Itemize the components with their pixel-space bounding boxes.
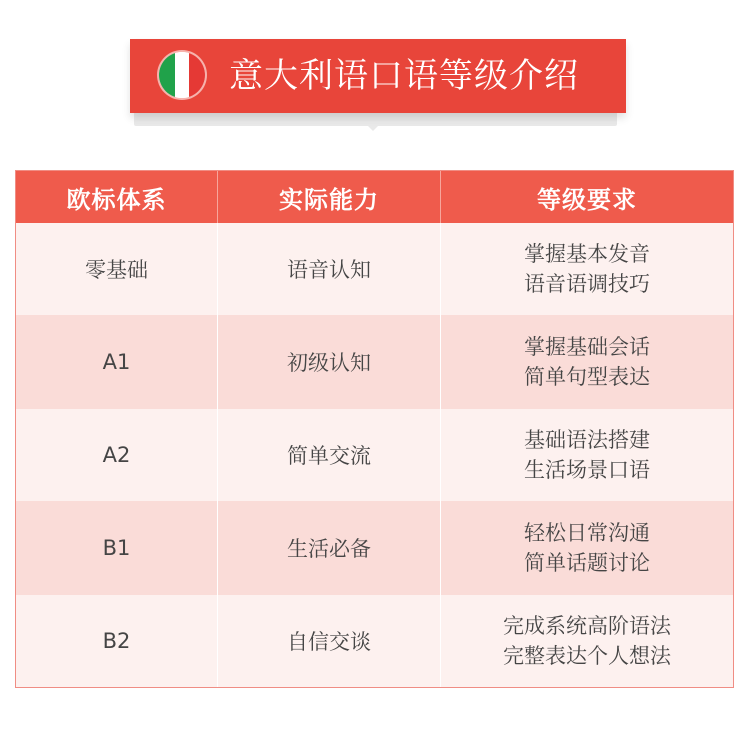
requirement-line: 基础语法搭建 xyxy=(524,428,650,452)
requirements-cell xyxy=(441,223,733,315)
requirement-line: 简单句型表达 xyxy=(524,365,650,389)
requirements-cell xyxy=(441,315,733,409)
table-row xyxy=(16,409,733,501)
header-ability: 实际能力 xyxy=(279,185,379,214)
ability-cell: 简单交流 xyxy=(287,444,371,468)
level-cell: A2 xyxy=(102,443,131,467)
ability-cell: 语音认知 xyxy=(287,258,371,282)
flag-white-stripe xyxy=(175,52,189,98)
requirement-line: 生活场景口语 xyxy=(524,458,650,482)
level-cell: 零基础 xyxy=(85,258,148,282)
level-table xyxy=(15,170,734,688)
flag-green-stripe xyxy=(159,52,175,98)
requirement-line: 简单话题讨论 xyxy=(524,551,650,575)
header-requirements: 等级要求 xyxy=(537,185,637,214)
level-cell: A1 xyxy=(102,350,131,374)
requirements-cell xyxy=(441,595,733,687)
flag-red-stripe xyxy=(189,52,205,98)
banner-pointer xyxy=(365,123,381,131)
requirement-line: 完成系统高阶语法 xyxy=(503,614,671,638)
ability-cell: 初级认知 xyxy=(287,351,371,375)
requirements-cell xyxy=(441,501,733,595)
table-header-row xyxy=(16,171,733,223)
requirement-line: 语音语调技巧 xyxy=(524,272,650,296)
requirement-line: 掌握基础会话 xyxy=(524,335,650,359)
page-title: 意大利语口语等级介绍 xyxy=(229,56,579,96)
header-cefr-level: 欧标体系 xyxy=(66,185,167,214)
ability-cell: 生活必备 xyxy=(287,537,371,561)
requirement-line: 掌握基本发音 xyxy=(524,242,650,266)
ability-cell: 自信交谈 xyxy=(287,630,371,654)
level-cell: B2 xyxy=(102,629,131,653)
table-row xyxy=(16,223,733,315)
table-row xyxy=(16,501,733,595)
requirement-line: 轻松日常沟通 xyxy=(524,521,650,545)
table-row xyxy=(16,595,733,687)
requirements-cell xyxy=(441,409,733,501)
italy-flag-icon xyxy=(159,52,205,98)
table-row xyxy=(16,315,733,409)
requirement-line: 完整表达个人想法 xyxy=(503,644,671,668)
level-cell: B1 xyxy=(102,536,131,560)
